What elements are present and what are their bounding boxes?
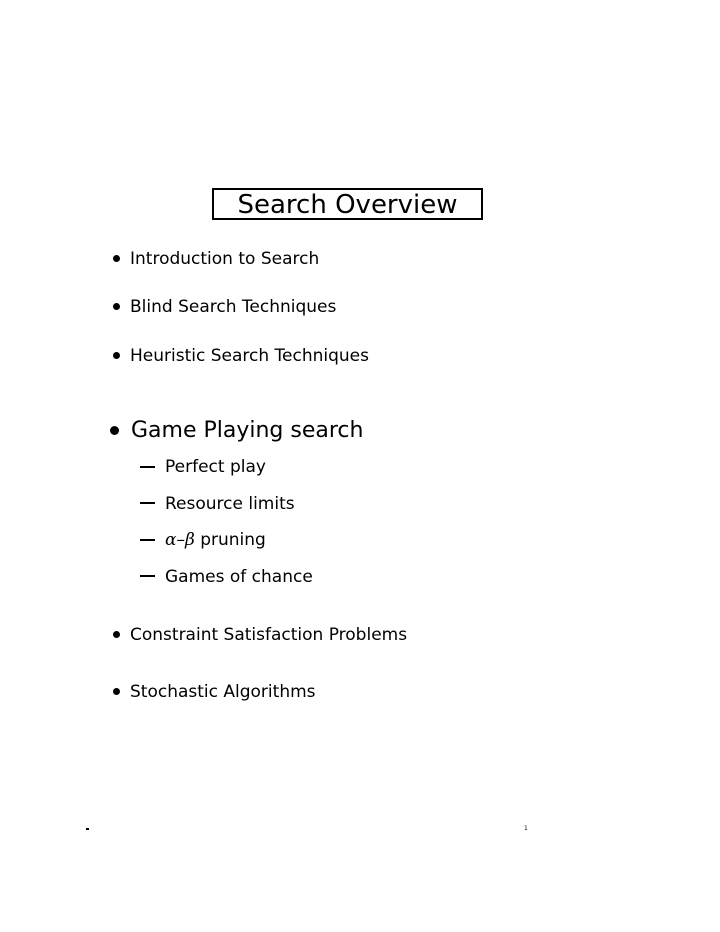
bullet-item-game-playing: Game Playing search	[131, 418, 364, 443]
bullet-item-constraint-satisfaction: Constraint Satisfaction Problems	[130, 625, 408, 645]
sub-item-pruning-label: pruning	[200, 530, 266, 550]
dash-icon	[140, 575, 155, 577]
bullet-icon	[113, 303, 120, 310]
slide-title: Search Overview	[237, 190, 458, 220]
bullet-icon	[113, 631, 120, 638]
dash-icon	[140, 539, 155, 541]
sub-item-resource-limits: Resource limits	[165, 494, 295, 514]
bullet-icon	[110, 426, 119, 435]
footer-mark	[86, 828, 89, 830]
bullet-icon	[113, 352, 120, 359]
alpha-beta-symbol: α–β	[165, 530, 195, 550]
bullet-item-heuristic-search: Heuristic Search Techniques	[130, 346, 369, 366]
dash-icon	[140, 466, 155, 468]
bullet-item-introduction: Introduction to Search	[130, 249, 320, 269]
dash-icon	[140, 502, 155, 504]
bullet-item-stochastic-algorithms: Stochastic Algorithms	[130, 682, 316, 702]
slide-title-box	[212, 188, 483, 220]
page-number: 1	[524, 825, 528, 832]
sub-item-alpha-beta	[165, 530, 266, 550]
sub-item-games-of-chance: Games of chance	[165, 567, 313, 587]
bullet-item-blind-search: Blind Search Techniques	[130, 297, 337, 317]
sub-item-perfect-play: Perfect play	[165, 457, 266, 477]
bullet-icon	[113, 255, 120, 262]
bullet-icon	[113, 688, 120, 695]
